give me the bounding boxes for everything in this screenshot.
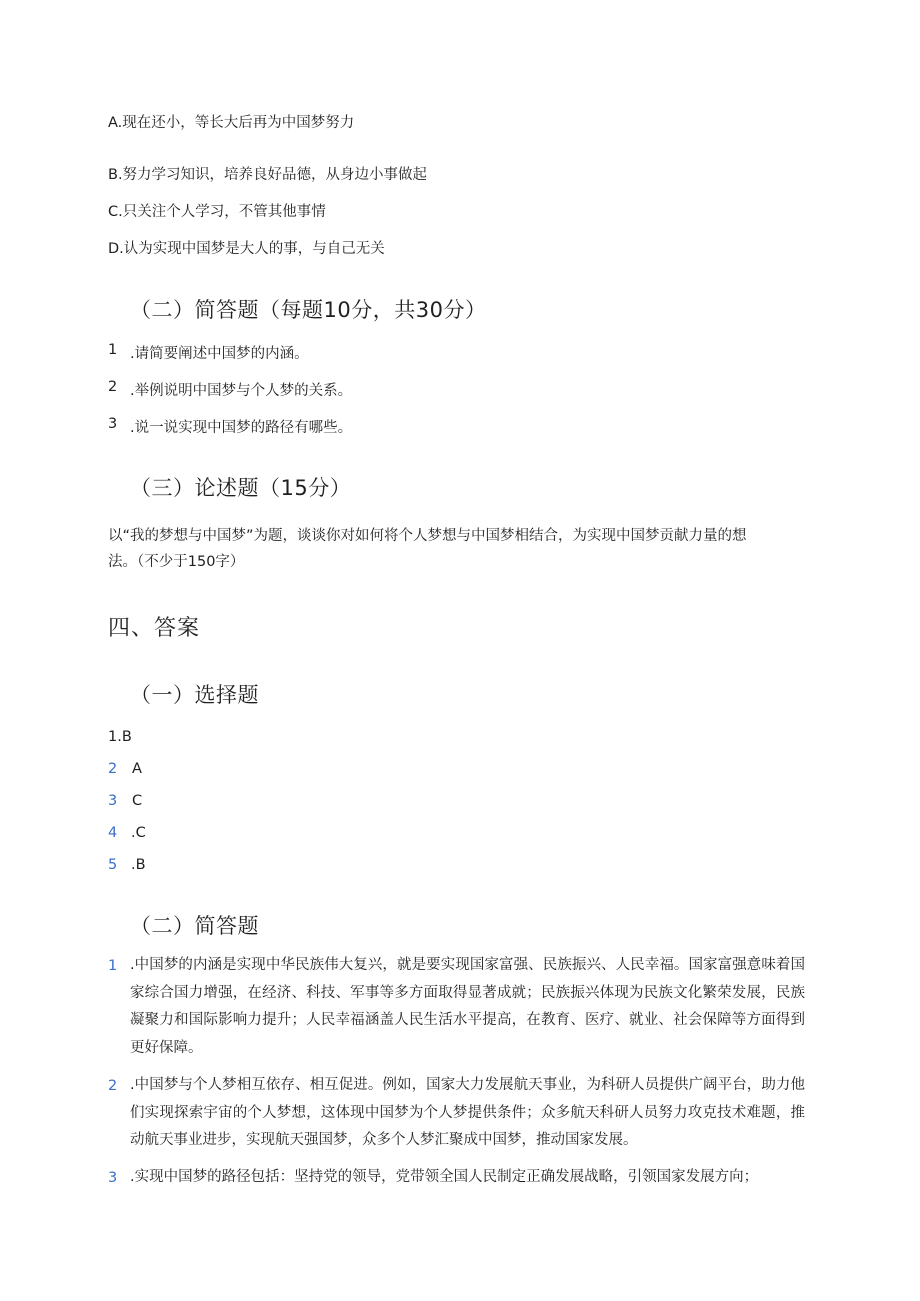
option-d: D.认为实现中国梦是大人的事，与自己无关 (108, 241, 385, 257)
answer-number: 2 (108, 1078, 118, 1094)
essay-section-title: （三）论述题（15分） (130, 476, 352, 500)
answer-text: .B (131, 857, 146, 873)
short-answer-section-title: （二）简答题（每题10分，共30分） (130, 298, 487, 322)
answer-text: C (132, 793, 143, 809)
answer-text: .实现中国梦的路径包括：坚持党的领导，党带领全国人民制定正确发展战略，引领国家发展方向； (130, 1169, 759, 1185)
option-b: B.努力学习知识，培养良好品德，从身边小事做起 (108, 167, 428, 183)
question-text: .举例说明中国梦与个人梦的关系。 (130, 383, 353, 399)
question-number: 1 (108, 342, 118, 358)
answer-text: .中国梦的内涵是实现中华民族伟大复兴，就是要实现国家富强、民族振兴、人民幸福。国家富强意味着国家综合国力增强，在经济、科技、军事等多方面取得显著成就；民族振兴体现为民族文化繁荣发展，民族凝聚力和国际影响力提升；人民幸福涵盖人民生活水平提高，在教育、医疗、就业、社会保障等方面得到更好保障。 (130, 957, 805, 1056)
essay-prompt-line-1: 以“我的梦想与中国梦”为题，谈谈你对如何将个人梦想与中国梦相结合，为实现中国梦贡献力量的想 (108, 528, 747, 544)
answer-text: .C (131, 825, 146, 841)
question-number: 2 (108, 379, 118, 395)
answer-number: 5 (108, 857, 118, 873)
short-answers-title: （二）简答题 (130, 914, 259, 938)
answer-number: 4 (108, 825, 118, 841)
question-number: 3 (108, 416, 118, 432)
question-text: .说一说实现中国梦的路径有哪些。 (130, 420, 353, 436)
answer-number: 2 (108, 761, 118, 777)
option-c: C.只关注个人学习，不管其他事情 (108, 204, 326, 220)
answer-number: 1 (108, 958, 118, 974)
essay-prompt-line-2: 法。（不少于150字） (108, 554, 245, 570)
answer-number: 3 (108, 793, 118, 809)
answer-number: 1.B (108, 729, 132, 745)
answer-text: A (132, 761, 142, 777)
option-a: A.现在还小，等长大后再为中国梦努力 (108, 115, 355, 131)
answer-number: 3 (108, 1170, 118, 1186)
question-text: .请简要阐述中国梦的内涵。 (130, 346, 309, 362)
choice-answers-title: （一）选择题 (130, 683, 259, 707)
answer-text: .中国梦与个人梦相互依存、相互促进。例如，国家大力发展航天事业，为科研人员提供广阔平台，助力他们实现探索宇宙的个人梦想，这体现中国梦为个人梦提供条件；众多航天科研人员努力攻克技术难题，推动航天事业进步，实现航天强国梦，众多个人梦汇聚成中国梦，推动国家发展。 (130, 1077, 805, 1148)
answers-heading: 四、答案 (108, 616, 201, 641)
